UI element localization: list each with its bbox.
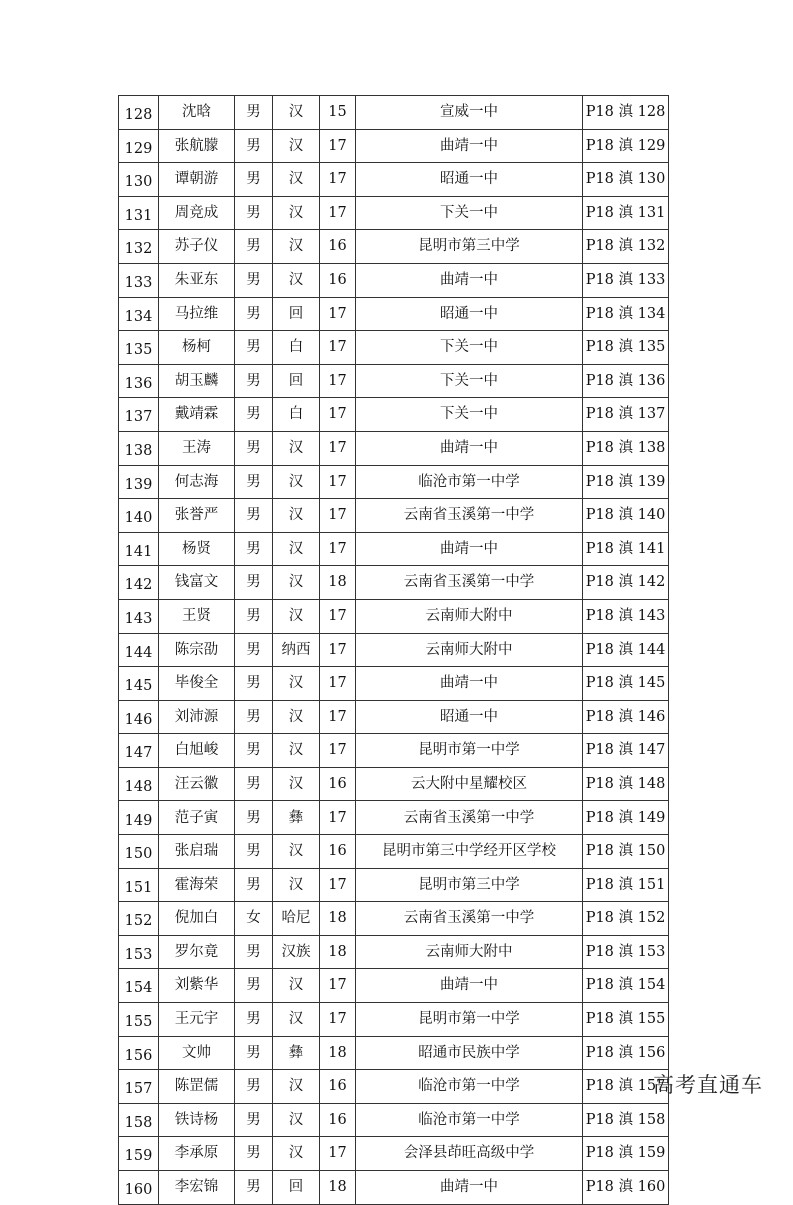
age-cell: 17 <box>320 431 356 465</box>
school-name-cell: 会泽县茚旺高级中学 <box>356 1137 583 1171</box>
ethnicity-cell: 彝 <box>273 1036 320 1070</box>
table-row <box>119 163 669 197</box>
ethnicity-cell: 汉 <box>273 835 320 869</box>
roster-body <box>119 96 669 1205</box>
ethnicity-cell: 汉 <box>273 868 320 902</box>
age-cell: 18 <box>320 935 356 969</box>
school-name-cell: 曲靖一中 <box>356 969 583 1003</box>
row-number-cell: 153 <box>119 935 159 969</box>
table-row <box>119 633 669 667</box>
student-roster-table <box>118 95 669 1205</box>
row-number-cell: 128 <box>119 96 159 130</box>
school-name-cell: 昆明市第三中学 <box>356 868 583 902</box>
age-cell: 17 <box>320 196 356 230</box>
contestant-id-cell: P18 滇 134 <box>583 297 669 331</box>
student-name-cell: 李宏锦 <box>159 1171 235 1205</box>
age-cell: 16 <box>320 835 356 869</box>
student-name-cell: 铁诗杨 <box>159 1103 235 1137</box>
school-name-cell: 昭通一中 <box>356 700 583 734</box>
ethnicity-cell: 汉 <box>273 499 320 533</box>
student-name-cell: 王元宇 <box>159 1003 235 1037</box>
contestant-id-cell: P18 滇 146 <box>583 700 669 734</box>
table-row <box>119 835 669 869</box>
ethnicity-cell: 哈尼 <box>273 902 320 936</box>
school-name-cell: 下关一中 <box>356 398 583 432</box>
school-name-cell: 云南省玉溪第一中学 <box>356 566 583 600</box>
table-row <box>119 566 669 600</box>
student-name-cell: 范子寅 <box>159 801 235 835</box>
row-number-cell: 141 <box>119 532 159 566</box>
row-number-cell: 154 <box>119 969 159 1003</box>
row-number-cell: 157 <box>119 1070 159 1104</box>
student-name-cell: 刘紫华 <box>159 969 235 1003</box>
contestant-id-cell: P18 滇 157 <box>583 1070 669 1104</box>
school-name-cell: 下关一中 <box>356 196 583 230</box>
table-row <box>119 96 669 130</box>
gender-cell: 男 <box>235 1137 273 1171</box>
student-name-cell: 沈晗 <box>159 96 235 130</box>
ethnicity-cell: 汉 <box>273 1103 320 1137</box>
table-row <box>119 1137 669 1171</box>
student-name-cell: 戴靖霖 <box>159 398 235 432</box>
contestant-id-cell: P18 滇 148 <box>583 767 669 801</box>
table-row <box>119 196 669 230</box>
contestant-id-cell: P18 滇 130 <box>583 163 669 197</box>
student-name-cell: 王涛 <box>159 431 235 465</box>
table-row <box>119 364 669 398</box>
school-name-cell: 云南省玉溪第一中学 <box>356 902 583 936</box>
table-row <box>119 129 669 163</box>
student-name-cell: 杨贤 <box>159 532 235 566</box>
ethnicity-cell: 汉 <box>273 431 320 465</box>
student-name-cell: 刘沛源 <box>159 700 235 734</box>
contestant-id-cell: P18 滇 152 <box>583 902 669 936</box>
age-cell: 17 <box>320 1137 356 1171</box>
gender-cell: 男 <box>235 700 273 734</box>
age-cell: 17 <box>320 364 356 398</box>
table-row <box>119 935 669 969</box>
age-cell: 17 <box>320 599 356 633</box>
contestant-id-cell: P18 滇 128 <box>583 96 669 130</box>
gender-cell: 女 <box>235 902 273 936</box>
school-name-cell: 临沧市第一中学 <box>356 1103 583 1137</box>
table-row <box>119 868 669 902</box>
age-cell: 16 <box>320 767 356 801</box>
table-row <box>119 1003 669 1037</box>
row-number-cell: 130 <box>119 163 159 197</box>
row-number-cell: 151 <box>119 868 159 902</box>
ethnicity-cell: 汉 <box>273 230 320 264</box>
age-cell: 17 <box>320 331 356 365</box>
student-name-cell: 朱亚东 <box>159 263 235 297</box>
student-name-cell: 汪云徽 <box>159 767 235 801</box>
age-cell: 17 <box>320 633 356 667</box>
row-number-cell: 147 <box>119 734 159 768</box>
row-number-cell: 155 <box>119 1003 159 1037</box>
school-name-cell: 昭通一中 <box>356 297 583 331</box>
table-row <box>119 1171 669 1205</box>
row-number-cell: 138 <box>119 431 159 465</box>
student-name-cell: 李承原 <box>159 1137 235 1171</box>
gender-cell: 男 <box>235 196 273 230</box>
gender-cell: 男 <box>235 633 273 667</box>
gender-cell: 男 <box>235 364 273 398</box>
ethnicity-cell: 汉 <box>273 667 320 701</box>
table-row <box>119 667 669 701</box>
school-name-cell: 云南师大附中 <box>356 633 583 667</box>
school-name-cell: 昭通市民族中学 <box>356 1036 583 1070</box>
ethnicity-cell: 白 <box>273 398 320 432</box>
age-cell: 17 <box>320 163 356 197</box>
contestant-id-cell: P18 滇 151 <box>583 868 669 902</box>
row-number-cell: 139 <box>119 465 159 499</box>
watermark-text: 高考直通车 <box>653 1073 763 1097</box>
row-number-cell: 140 <box>119 499 159 533</box>
gender-cell: 男 <box>235 163 273 197</box>
ethnicity-cell: 回 <box>273 297 320 331</box>
ethnicity-cell: 汉 <box>273 1003 320 1037</box>
gender-cell: 男 <box>235 465 273 499</box>
ethnicity-cell: 彝 <box>273 801 320 835</box>
ethnicity-cell: 汉 <box>273 532 320 566</box>
age-cell: 17 <box>320 969 356 1003</box>
contestant-id-cell: P18 滇 155 <box>583 1003 669 1037</box>
row-number-cell: 129 <box>119 129 159 163</box>
ethnicity-cell: 汉 <box>273 969 320 1003</box>
contestant-id-cell: P18 滇 137 <box>583 398 669 432</box>
ethnicity-cell: 汉 <box>273 465 320 499</box>
school-name-cell: 曲靖一中 <box>356 263 583 297</box>
row-number-cell: 158 <box>119 1103 159 1137</box>
school-name-cell: 曲靖一中 <box>356 1171 583 1205</box>
school-name-cell: 云南省玉溪第一中学 <box>356 499 583 533</box>
contestant-id-cell: P18 滇 142 <box>583 566 669 600</box>
row-number-cell: 150 <box>119 835 159 869</box>
school-name-cell: 云南师大附中 <box>356 935 583 969</box>
contestant-id-cell: P18 滇 160 <box>583 1171 669 1205</box>
gender-cell: 男 <box>235 566 273 600</box>
gender-cell: 男 <box>235 532 273 566</box>
row-number-cell: 132 <box>119 230 159 264</box>
gender-cell: 男 <box>235 263 273 297</box>
contestant-id-cell: P18 滇 141 <box>583 532 669 566</box>
student-name-cell: 马拉维 <box>159 297 235 331</box>
student-name-cell: 白旭峻 <box>159 734 235 768</box>
student-name-cell: 何志海 <box>159 465 235 499</box>
student-name-cell: 霍海荣 <box>159 868 235 902</box>
school-name-cell: 云南省玉溪第一中学 <box>356 801 583 835</box>
row-number-cell: 148 <box>119 767 159 801</box>
ethnicity-cell: 汉 <box>273 767 320 801</box>
gender-cell: 男 <box>235 868 273 902</box>
age-cell: 18 <box>320 1171 356 1205</box>
table-row <box>119 431 669 465</box>
table-row <box>119 700 669 734</box>
contestant-id-cell: P18 滇 131 <box>583 196 669 230</box>
row-number-cell: 133 <box>119 263 159 297</box>
table-row <box>119 499 669 533</box>
age-cell: 18 <box>320 566 356 600</box>
contestant-id-cell: P18 滇 158 <box>583 1103 669 1137</box>
table-row <box>119 1070 669 1104</box>
gender-cell: 男 <box>235 1003 273 1037</box>
table-row <box>119 331 669 365</box>
row-number-cell: 134 <box>119 297 159 331</box>
contestant-id-cell: P18 滇 153 <box>583 935 669 969</box>
student-name-cell: 胡玉麟 <box>159 364 235 398</box>
table-row <box>119 465 669 499</box>
contestant-id-cell: P18 滇 144 <box>583 633 669 667</box>
age-cell: 16 <box>320 1070 356 1104</box>
contestant-id-cell: P18 滇 159 <box>583 1137 669 1171</box>
age-cell: 16 <box>320 1103 356 1137</box>
school-name-cell: 曲靖一中 <box>356 129 583 163</box>
gender-cell: 男 <box>235 431 273 465</box>
row-number-cell: 135 <box>119 331 159 365</box>
row-number-cell: 152 <box>119 902 159 936</box>
gender-cell: 男 <box>235 398 273 432</box>
school-name-cell: 昆明市第三中学 <box>356 230 583 264</box>
student-name-cell: 苏子仪 <box>159 230 235 264</box>
age-cell: 17 <box>320 465 356 499</box>
age-cell: 18 <box>320 1036 356 1070</box>
contestant-id-cell: P18 滇 138 <box>583 431 669 465</box>
student-name-cell: 毕俊全 <box>159 667 235 701</box>
ethnicity-cell: 汉 <box>273 263 320 297</box>
ethnicity-cell: 汉 <box>273 734 320 768</box>
school-name-cell: 临沧市第一中学 <box>356 465 583 499</box>
school-name-cell: 临沧市第一中学 <box>356 1070 583 1104</box>
student-name-cell: 陈宗劭 <box>159 633 235 667</box>
age-cell: 15 <box>320 96 356 130</box>
age-cell: 17 <box>320 868 356 902</box>
row-number-cell: 136 <box>119 364 159 398</box>
ethnicity-cell: 汉 <box>273 129 320 163</box>
age-cell: 17 <box>320 1003 356 1037</box>
table-row <box>119 532 669 566</box>
contestant-id-cell: P18 滇 154 <box>583 969 669 1003</box>
school-name-cell: 昭通一中 <box>356 163 583 197</box>
school-name-cell: 昆明市第一中学 <box>356 1003 583 1037</box>
gender-cell: 男 <box>235 499 273 533</box>
row-number-cell: 156 <box>119 1036 159 1070</box>
table-row <box>119 902 669 936</box>
gender-cell: 男 <box>235 1070 273 1104</box>
row-number-cell: 160 <box>119 1171 159 1205</box>
table-row <box>119 398 669 432</box>
student-name-cell: 倪加白 <box>159 902 235 936</box>
contestant-id-cell: P18 滇 129 <box>583 129 669 163</box>
ethnicity-cell: 回 <box>273 364 320 398</box>
age-cell: 17 <box>320 667 356 701</box>
gender-cell: 男 <box>235 969 273 1003</box>
row-number-cell: 144 <box>119 633 159 667</box>
ethnicity-cell: 纳西 <box>273 633 320 667</box>
table-row <box>119 599 669 633</box>
school-name-cell: 曲靖一中 <box>356 431 583 465</box>
gender-cell: 男 <box>235 1171 273 1205</box>
school-name-cell: 下关一中 <box>356 364 583 398</box>
age-cell: 16 <box>320 263 356 297</box>
school-name-cell: 云大附中星耀校区 <box>356 767 583 801</box>
student-name-cell: 谭朝游 <box>159 163 235 197</box>
age-cell: 17 <box>320 700 356 734</box>
table-row <box>119 230 669 264</box>
age-cell: 17 <box>320 398 356 432</box>
gender-cell: 男 <box>235 1103 273 1137</box>
contestant-id-cell: P18 滇 143 <box>583 599 669 633</box>
ethnicity-cell: 回 <box>273 1171 320 1205</box>
gender-cell: 男 <box>235 1036 273 1070</box>
student-name-cell: 张誉严 <box>159 499 235 533</box>
student-name-cell: 钱富文 <box>159 566 235 600</box>
school-name-cell: 下关一中 <box>356 331 583 365</box>
row-number-cell: 146 <box>119 700 159 734</box>
gender-cell: 男 <box>235 801 273 835</box>
age-cell: 17 <box>320 734 356 768</box>
contestant-id-cell: P18 滇 145 <box>583 667 669 701</box>
gender-cell: 男 <box>235 331 273 365</box>
gender-cell: 男 <box>235 935 273 969</box>
age-cell: 17 <box>320 499 356 533</box>
table-row <box>119 1036 669 1070</box>
gender-cell: 男 <box>235 734 273 768</box>
ethnicity-cell: 汉 <box>273 1137 320 1171</box>
student-name-cell: 杨柯 <box>159 331 235 365</box>
gender-cell: 男 <box>235 230 273 264</box>
table-row <box>119 263 669 297</box>
age-cell: 17 <box>320 297 356 331</box>
row-number-cell: 131 <box>119 196 159 230</box>
row-number-cell: 159 <box>119 1137 159 1171</box>
table-row <box>119 969 669 1003</box>
table-row <box>119 297 669 331</box>
gender-cell: 男 <box>235 129 273 163</box>
school-name-cell: 曲靖一中 <box>356 532 583 566</box>
ethnicity-cell: 汉 <box>273 1070 320 1104</box>
ethnicity-cell: 汉 <box>273 96 320 130</box>
contestant-id-cell: P18 滇 147 <box>583 734 669 768</box>
student-name-cell: 张启瑞 <box>159 835 235 869</box>
ethnicity-cell: 汉族 <box>273 935 320 969</box>
age-cell: 18 <box>320 902 356 936</box>
age-cell: 17 <box>320 532 356 566</box>
ethnicity-cell: 汉 <box>273 599 320 633</box>
ethnicity-cell: 汉 <box>273 163 320 197</box>
school-name-cell: 宣威一中 <box>356 96 583 130</box>
contestant-id-cell: P18 滇 156 <box>583 1036 669 1070</box>
contestant-id-cell: P18 滇 150 <box>583 835 669 869</box>
ethnicity-cell: 汉 <box>273 566 320 600</box>
age-cell: 16 <box>320 230 356 264</box>
gender-cell: 男 <box>235 667 273 701</box>
row-number-cell: 143 <box>119 599 159 633</box>
school-name-cell: 云南师大附中 <box>356 599 583 633</box>
student-name-cell: 陈罡儒 <box>159 1070 235 1104</box>
row-number-cell: 142 <box>119 566 159 600</box>
table-row <box>119 1103 669 1137</box>
contestant-id-cell: P18 滇 139 <box>583 465 669 499</box>
gender-cell: 男 <box>235 297 273 331</box>
gender-cell: 男 <box>235 599 273 633</box>
student-name-cell: 王贤 <box>159 599 235 633</box>
student-name-cell: 张航朦 <box>159 129 235 163</box>
gender-cell: 男 <box>235 96 273 130</box>
school-name-cell: 昆明市第一中学 <box>356 734 583 768</box>
contestant-id-cell: P18 滇 132 <box>583 230 669 264</box>
contestant-id-cell: P18 滇 140 <box>583 499 669 533</box>
table-row <box>119 734 669 768</box>
row-number-cell: 137 <box>119 398 159 432</box>
row-number-cell: 149 <box>119 801 159 835</box>
age-cell: 17 <box>320 129 356 163</box>
contestant-id-cell: P18 滇 149 <box>583 801 669 835</box>
row-number-cell: 145 <box>119 667 159 701</box>
student-name-cell: 文帅 <box>159 1036 235 1070</box>
gender-cell: 男 <box>235 835 273 869</box>
student-name-cell: 罗尔竟 <box>159 935 235 969</box>
student-name-cell: 周竞成 <box>159 196 235 230</box>
table-row <box>119 801 669 835</box>
ethnicity-cell: 白 <box>273 331 320 365</box>
contestant-id-cell: P18 滇 136 <box>583 364 669 398</box>
contestant-id-cell: P18 滇 133 <box>583 263 669 297</box>
age-cell: 17 <box>320 801 356 835</box>
ethnicity-cell: 汉 <box>273 196 320 230</box>
school-name-cell: 曲靖一中 <box>356 667 583 701</box>
table-row <box>119 767 669 801</box>
gender-cell: 男 <box>235 767 273 801</box>
contestant-id-cell: P18 滇 135 <box>583 331 669 365</box>
ethnicity-cell: 汉 <box>273 700 320 734</box>
school-name-cell: 昆明市第三中学经开区学校 <box>356 835 583 869</box>
